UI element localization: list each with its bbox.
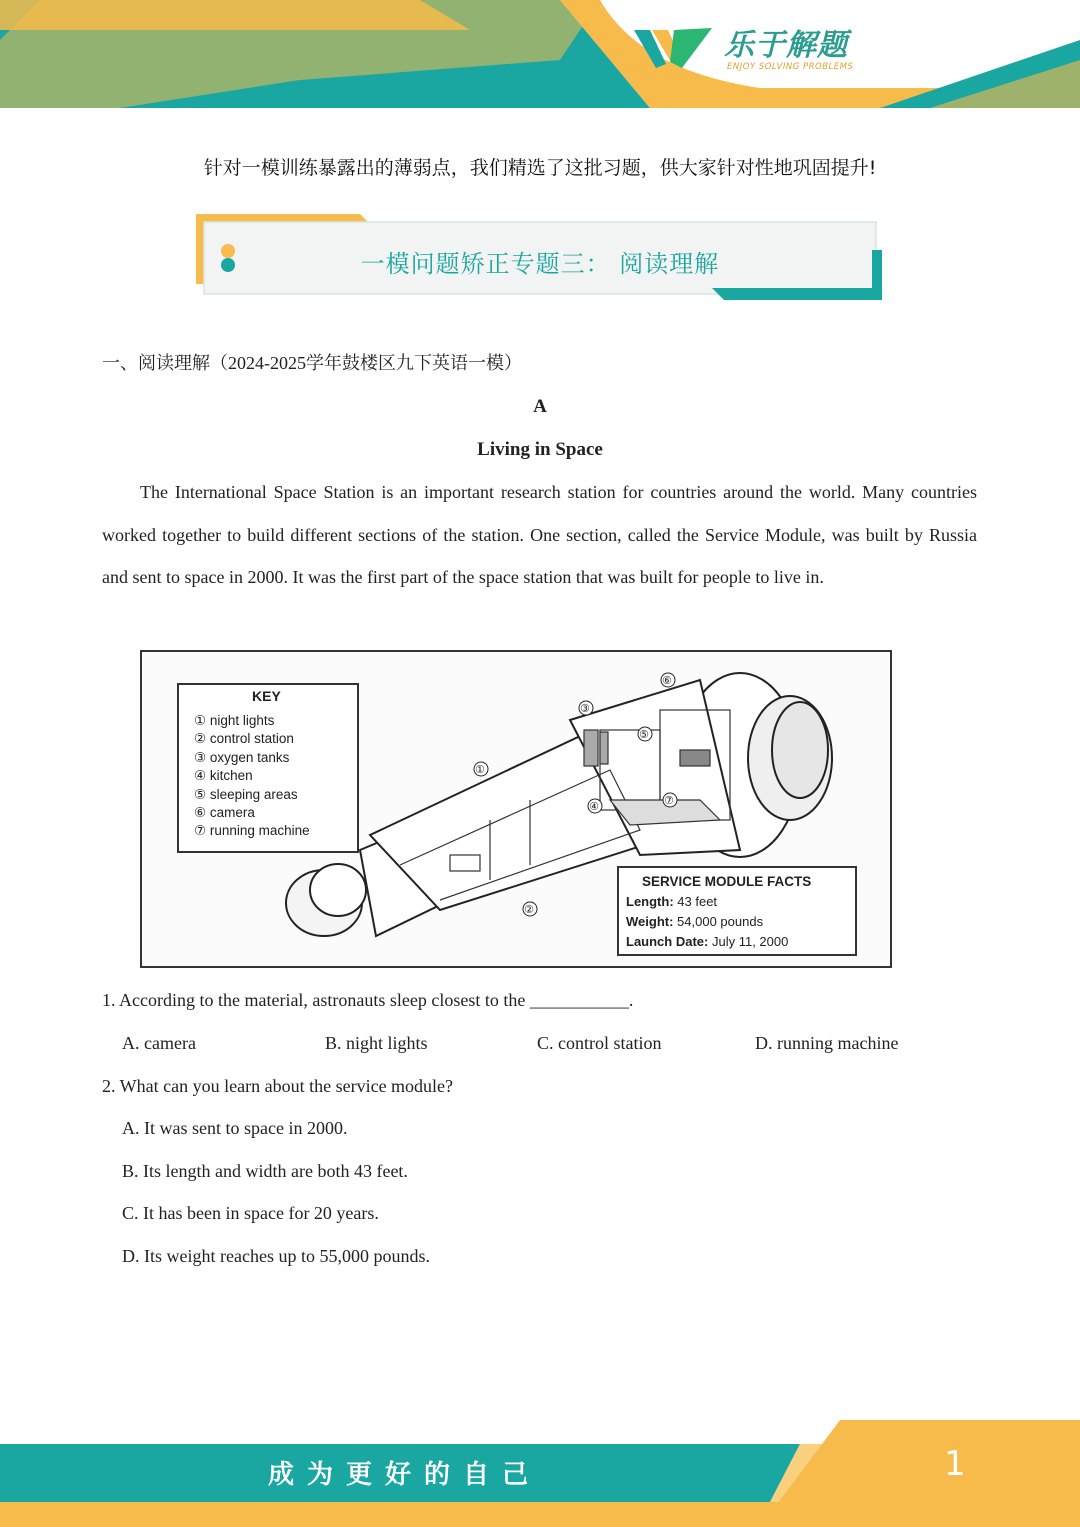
- fact-value: 54,000 pounds: [677, 914, 764, 929]
- svg-text:Weight: 54,000 pounds: [626, 914, 764, 929]
- svg-text:Launch Date: July 11, 2000: [626, 934, 788, 949]
- brand-tagline: ENJOY SOLVING PROBLEMS: [727, 62, 854, 72]
- question-2-stem: 2. What can you learn about the service module?: [102, 1076, 454, 1096]
- callout-3: ③: [580, 703, 590, 715]
- key-item: ⑦ running machine: [194, 823, 310, 838]
- key-item: ② control station: [194, 731, 294, 746]
- callout-7: ⑦: [664, 795, 674, 807]
- header-background: [0, 0, 1080, 110]
- svg-text:Length: 43 feet: [626, 894, 717, 909]
- passage-letter: A: [533, 396, 547, 417]
- fact-label: Length:: [626, 894, 674, 909]
- bullet-dot-icon: [221, 244, 235, 258]
- facts-title: SERVICE MODULE FACTS: [642, 874, 812, 889]
- page-number: 1: [944, 1444, 966, 1484]
- question-2-option-b[interactable]: B. Its length and width are both 43 feet.: [122, 1161, 408, 1181]
- question-2-option-d[interactable]: D. Its weight reaches up to 55,000 pounds.: [122, 1246, 430, 1266]
- callout-2: ②: [524, 904, 534, 916]
- question-1-option-d[interactable]: D. running machine: [755, 1033, 899, 1053]
- callout-4: ④: [589, 801, 599, 813]
- question-1-option-a[interactable]: A. camera: [122, 1033, 196, 1053]
- key-item: ③ oxygen tanks: [194, 750, 290, 765]
- footer-slogan: 成为更好的自己: [268, 1460, 542, 1490]
- fact-label: Weight:: [626, 914, 674, 929]
- service-module-diagram: [140, 650, 892, 968]
- key-item: ⑤ sleeping areas: [194, 787, 298, 802]
- page-header: [0, 0, 1080, 110]
- fact-value: July 11, 2000: [711, 934, 789, 949]
- section-heading: 一、阅读理解（2024-2025学年鼓楼区九下英语一模）: [102, 353, 522, 373]
- passage-title: Living in Space: [477, 439, 603, 460]
- question-1-option-b[interactable]: B. night lights: [325, 1033, 428, 1053]
- fact-label: Launch Date:: [626, 934, 709, 949]
- question-1-stem: 1. According to the material, astronauts sleep closest to the ___________.: [102, 990, 634, 1010]
- question-2-option-a[interactable]: A. It was sent to space in 2000.: [122, 1118, 348, 1138]
- question-1-option-c[interactable]: C. control station: [537, 1033, 662, 1053]
- key-title: KEY: [252, 688, 281, 704]
- intro-text: 针对一模训练暴露出的薄弱点，我们精选了这批习题，供大家针对性地巩固提升!: [203, 157, 877, 179]
- callout-1: ①: [475, 764, 485, 776]
- key-item: ④ kitchen: [194, 768, 253, 783]
- brand-name: 乐于解题: [724, 28, 848, 63]
- passage-paragraph: The International Space Station is an important research station for countries around the world. Many countries worked together to build different sections of the station. One section, called the Service Module, was built by Russia and sent to space in 2000. It was the first part of the space station that was built for people to live in.: [102, 482, 977, 587]
- logo-icon: [634, 26, 714, 72]
- banner-title: 一模问题矫正专题三： 阅读理解: [360, 250, 720, 278]
- key-item: ⑥ camera: [194, 805, 255, 820]
- key-item: ① night lights: [194, 713, 275, 728]
- callout-6: ⑥: [662, 675, 672, 687]
- fact-value: 43 feet: [677, 894, 718, 909]
- callout-5: ⑤: [639, 729, 649, 741]
- question-2-option-c[interactable]: C. It has been in space for 20 years.: [122, 1203, 379, 1223]
